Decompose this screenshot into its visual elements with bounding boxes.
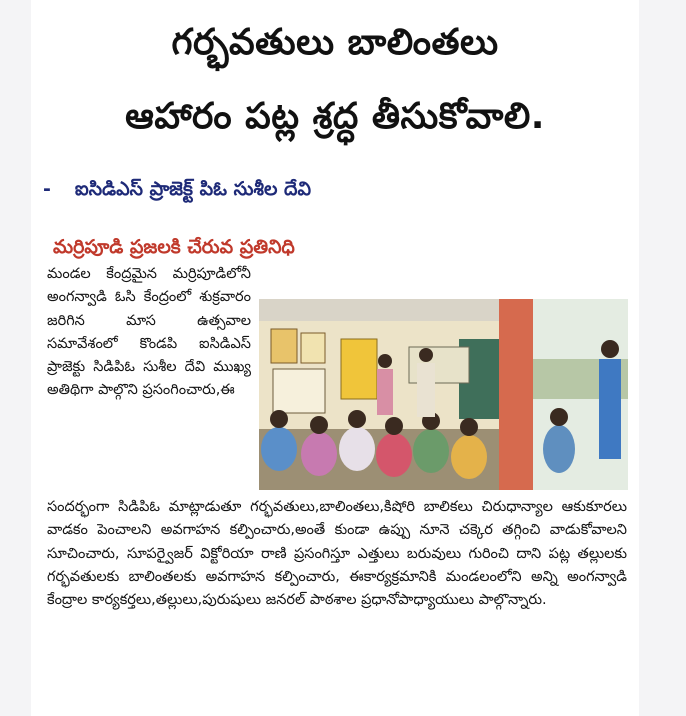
body-paragraph-wrapped: మండల కేంద్రమైన మర్రిపూడిలోనీ అంగన్వాడి ఓసి కేంద్రంలో శుక్రవారం జరిగిన మాస ఉత్సవాల సమావేశంలో కొండపి ఐసిడిఎస్ ప్రాజెక్టు సిడిపిఓ సుశీల దేవి ముఖ్య అతిథిగా పాల్గొని ప్రసంగించారు,ఈ <box>47 266 251 399</box>
anganwadi-meeting-photo <box>259 299 628 490</box>
byline-text: ఐసిడిఎస్ ప్రాజెక్ట్ పిఓ సుశీల దేవి <box>74 178 311 200</box>
byline-dash: - <box>43 178 51 200</box>
byline <box>43 178 311 205</box>
photo-illustration <box>259 299 628 490</box>
page-margin-right <box>639 0 686 716</box>
body-paragraph-full: సందర్భంగా సిడిపిఓ మాట్లాడుతూ గర్భవతులు,బాలింతలు,కిషోరి బాలికలు చిరుధాన్యాల ఆకుకూరలు వాడకం పెంచాలని అవగాహన కల్పించారు,అంతే కుండా ఉప్పు నూనె చక్కెర తగ్గించి వాడుకోవాలని సూచించారు, సూపర్వైజర్ విక్టోరియా రాణి ప్రసంగిస్తూ ఎత్తులు బరువులు గురించి దాని పట్ల తల్లులకు గర్భవతులకు బాలింతలకు అవగాహన కల్పించారు, ఈకార్యక్రమానికి మండలంలోని అన్ని అంగన్వాడి కేంద్రాల కార్యకర్తలు,తల్లులు,పురుషులు జనరల్ పాఠశాల ప్రధానోపాధ్యాయులు పాల్గొన్నారు. <box>47 499 627 609</box>
headline-line-1: గర్భవతులు బాలింతలు <box>171 22 499 63</box>
news-clipping <box>31 0 639 716</box>
headline-line-2: ఆహారం పట్ల శ్రద్ధ తీసుకోవాలి. <box>125 96 545 137</box>
dateline: మర్రిపూడి ప్రజలకి చేరువ ప్రతినిధి <box>53 236 295 258</box>
page-margin-left <box>0 0 31 716</box>
